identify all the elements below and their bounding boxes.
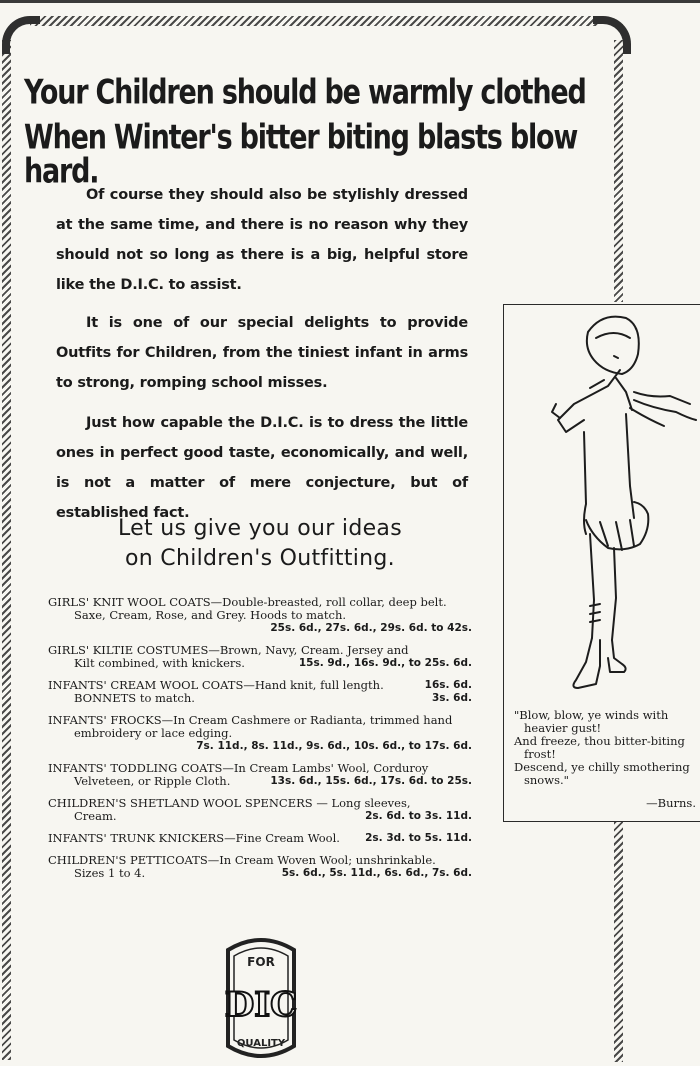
dic-quality-logo	[222, 936, 300, 1064]
quote-line: "Blow, blow, ye winds with	[514, 708, 669, 722]
ideas-line-2: on Children's Outfitting.	[125, 546, 395, 571]
item-title: INFANTS' TRUNK KNICKERS—Fine Cream Wool.	[48, 831, 340, 845]
logo-monogram: DIC	[224, 985, 298, 1025]
paragraph-2	[56, 308, 468, 398]
item-title: GIRLS' KNIT WOOL COATS—Double-breasted, roll collar, deep belt.	[48, 595, 447, 609]
item-title: INFANTS' FROCKS—In Cream Cashmere or Radianta, trimmed hand	[48, 713, 453, 727]
item-detail-text: Sizes 1 to 4.	[74, 866, 146, 880]
burns-quote	[514, 709, 700, 810]
item-price: 15s. 9d., 16s. 9d., to 25s. 6d.	[298, 657, 472, 669]
quote-line: heavier gust!	[524, 721, 602, 735]
item-price: 2s. 6d. to 3s. 11d.	[365, 810, 472, 822]
item-detail-text: Cream.	[74, 809, 117, 823]
border-top	[30, 16, 598, 26]
item-detail-text: BONNETS to match.	[74, 691, 195, 705]
item-title: CHILDREN'S PETTICOATS—In Cream Woven Wool; unshrinkable.	[48, 853, 436, 867]
paragraph-text: It is one of our special delights to provide Outfits for Children, from the tiniest infant in arms to strong, romping school misses.	[56, 315, 468, 391]
item-price: 13s. 6d., 15s. 6d., 17s. 6d. to 25s.	[270, 775, 472, 787]
list-item	[48, 797, 472, 823]
logo-bottom-text: QUALITY	[236, 1038, 286, 1049]
quote-line: snows."	[524, 773, 569, 787]
corner-right	[593, 16, 631, 54]
paragraph-text: Just how capable the D.I.C. is to dress the little ones in perfect good taste, economically, and well, is not a matter of mere conjecture, but of established fact.	[56, 415, 468, 521]
ideas-heading	[60, 514, 460, 574]
headline-line-1: Your Children should be warmly clothed	[24, 73, 586, 113]
item-price: 7s. 11d., 8s. 11d., 9s. 6d., 10s. 6d., to 17s. 6d.	[196, 740, 472, 752]
logo-top-text: FOR	[247, 955, 275, 969]
list-item	[48, 762, 472, 788]
girl-in-wind-illustration	[530, 308, 700, 700]
list-item	[48, 596, 472, 635]
quote-line: And freeze, thou bitter-biting	[514, 734, 685, 748]
item-detail	[48, 810, 472, 823]
item-title: INFANTS' TODDLING COATS—In Cream Lambs' Wool, Corduroy	[48, 761, 429, 775]
item-detail	[48, 867, 472, 880]
item-detail: Saxe, Cream, Rose, and Grey. Hoods to match.	[74, 608, 347, 622]
item-price: 16s. 6d.	[424, 679, 472, 691]
item-price: 2s. 3d. to 5s. 11d.	[365, 832, 472, 844]
border-left	[2, 40, 11, 1060]
quote-line: Descend, ye chilly smothering	[514, 760, 690, 774]
item-detail	[48, 657, 472, 670]
item-price-secondary: 3s. 6d.	[431, 692, 472, 704]
item-detail: embroidery or lace edging.	[74, 726, 233, 740]
item-title-row	[48, 832, 472, 845]
item-price: 25s. 6d., 27s. 6d., 29s. 6d. to 42s.	[270, 622, 472, 634]
item-title: INFANTS' CREAM WOOL COATS—Hand knit, full length.	[48, 678, 384, 692]
item-detail-text: Velveteen, or Ripple Cloth.	[74, 774, 231, 788]
ideas-line-1: Let us give you our ideas	[118, 516, 402, 541]
item-title: CHILDREN'S SHETLAND WOOL SPENCERS — Long sleeves,	[48, 796, 411, 810]
list-item	[48, 714, 472, 753]
top-rule	[0, 0, 700, 3]
list-item	[48, 832, 472, 845]
list-item	[48, 854, 472, 880]
item-detail	[48, 775, 472, 788]
item-detail-text: Kilt combined, with knickers.	[74, 656, 245, 670]
item-title: GIRLS' KILTIE COSTUMES—Brown, Navy, Cream. Jersey and	[48, 643, 409, 657]
quote-attribution: —Burns.	[646, 796, 696, 810]
quote-line: frost!	[524, 747, 556, 761]
product-list	[48, 596, 472, 889]
paragraph-text: Of course they should also be stylishly dressed at the same time, and there is no reason why they should not so long as there is a big, helpful store like the D.I.C. to assist.	[56, 187, 468, 293]
list-item	[48, 679, 472, 705]
item-detail	[48, 692, 472, 705]
paragraph-1	[56, 180, 468, 300]
border-right-lower	[614, 822, 623, 1062]
border-right	[614, 40, 623, 302]
list-item	[48, 644, 472, 670]
headline-line-2: When Winter's bitter biting blasts blow hard.	[24, 118, 578, 191]
corner-left	[2, 16, 40, 54]
paragraph-3	[56, 408, 468, 528]
item-price: 5s. 6d., 5s. 11d., 6s. 6d., 7s. 6d.	[281, 867, 472, 879]
